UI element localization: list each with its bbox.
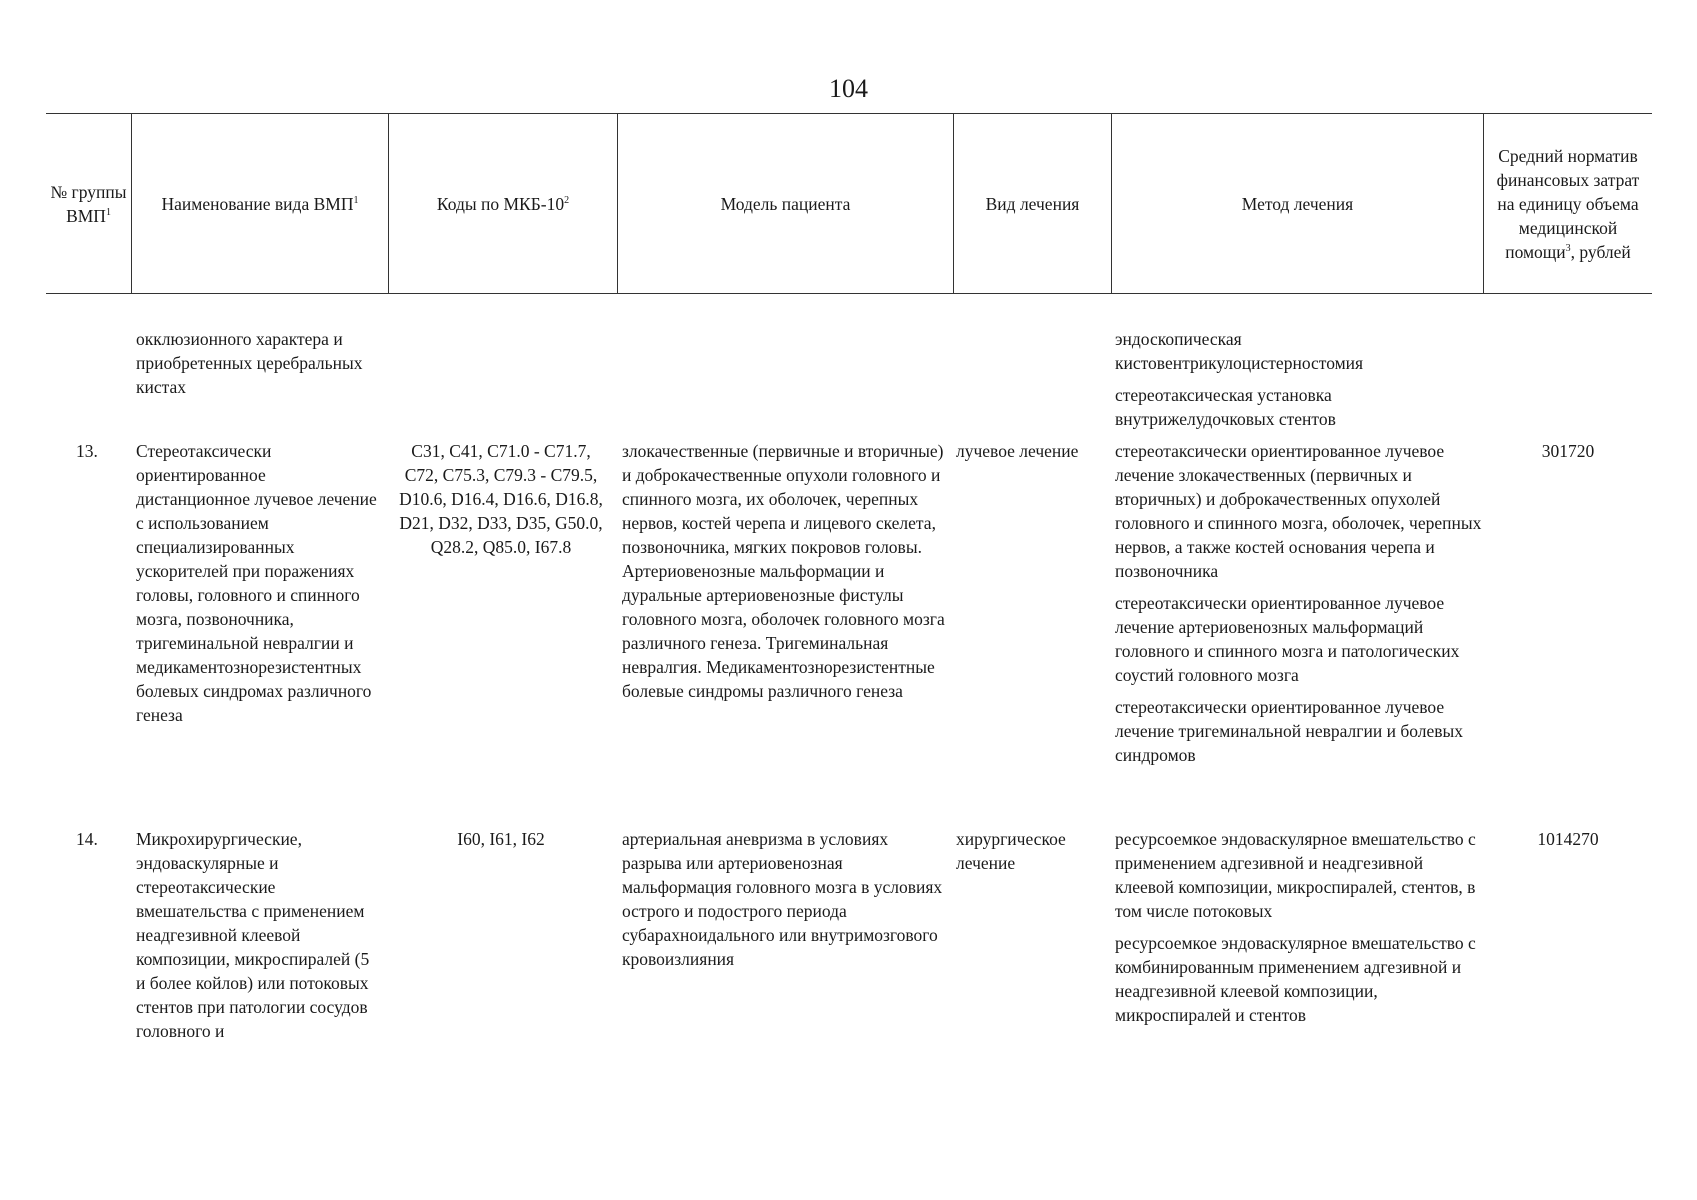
row-1-patient-model: злокачественные (первичные и вторичные) и доброкачественные опухоли головного и спинного мозга, их оболочек, черепных нервов, костей черепа и лицевого скелета, позвоночника, мягких покровов головы. Артериовенозные мальформации и дуральные артериовенозные фистулы головного мозга, оболочек головного мозга различного генеза. Тригеминальная невралгия. Медикаментознорезистентные болевые синдромы различного генеза bbox=[622, 441, 945, 701]
row-2-icd-codes: I60, I61, I62 bbox=[457, 829, 545, 849]
table-header bbox=[46, 113, 1652, 294]
row-0-method-1: эндоскопическая кистовентрикулоцистерностомия bbox=[1115, 329, 1364, 373]
row-1-method-2: стереотаксически ориентированное лучевое лечение артериовенозных мальформаций головного и спинного мозга и патологических соустий головного мозга bbox=[1115, 593, 1460, 685]
row-0-methods bbox=[1115, 327, 1480, 431]
header-treatment-type bbox=[953, 114, 1111, 293]
header-icd-codes-footnote: 2 bbox=[564, 194, 570, 206]
header-vmp-name bbox=[131, 114, 388, 293]
header-treatment-method-label: Метод лечения bbox=[1241, 193, 1354, 214]
row-2-method-2: ресурсоемкое эндоваскулярное вмешательство с комбинированным применением адгезивной и неадгезивной клеевой композиции, микроспиралей и стентов bbox=[1115, 933, 1476, 1025]
header-vmp-name-label: Наименование вида ВМП bbox=[161, 193, 354, 214]
row-0-name: окклюзионного характера и приобретенных церебральных кистах bbox=[136, 329, 363, 397]
header-patient-model-label: Модель пациента bbox=[720, 193, 851, 214]
header-average-cost-footnote: 3 bbox=[1565, 242, 1571, 254]
row-2-number: 14. bbox=[76, 829, 98, 849]
row-2-treatment-type: хирургическое лечение bbox=[956, 829, 1066, 873]
row-1-cost: 301720 bbox=[1541, 441, 1595, 461]
row-2-patient-model: артериальная аневризма в условиях разрыва или артериовенозная мальформация головного мозга в условиях острого и подострого периода субарахноидального или внутримозгового кровоизлияния bbox=[622, 829, 943, 969]
header-average-cost-unit: , рублей bbox=[1570, 241, 1631, 262]
header-vmp-name-footnote: 1 bbox=[353, 194, 359, 206]
header-average-cost bbox=[1483, 114, 1652, 293]
header-treatment-type-label: Вид лечения bbox=[985, 193, 1080, 214]
row-2-cost: 1014270 bbox=[1537, 829, 1599, 849]
row-1-number: 13. bbox=[76, 441, 98, 461]
row-1-name: Стереотаксически ориентированное дистанционное лучевое лечение с использованием специализированных ускорителей при поражениях головы, головного и спинного мозга, позвоночника, тригеминальной невралгии и медикаментознорезистентных болевых синдромах различного генеза bbox=[136, 441, 377, 725]
header-average-cost-label: Средний норматив финансовых затрат на единицу объема медицинской помощи bbox=[1496, 145, 1640, 262]
row-1-method-3: стереотаксически ориентированное лучевое лечение тригеминальной невралгии и болевых синдромов bbox=[1115, 697, 1464, 765]
row-2-name: Микрохирургические, эндоваскулярные и стереотаксические вмешательства с применением неадгезивной клеевой композиции, микроспиралей (5 и более койлов) или потоковых стентов при патологии сосудов головного и bbox=[136, 829, 370, 1041]
header-icd-codes-label: Коды по МКБ-10 bbox=[436, 193, 565, 214]
row-1-treatment-type: лучевое лечение bbox=[956, 441, 1079, 461]
row-1-icd-codes: C31, C41, C71.0 - C71.7, C72, C75.3, C79.3 - C79.5, D10.6, D16.4, D16.6, D16.8, D21, D32, D33, D35, G50.0, Q28.2, Q85.0, I67.8 bbox=[399, 441, 603, 557]
row-2-method-1: ресурсоемкое эндоваскулярное вмешательство с применением адгезивной и неадгезивной клеевой композиции, микроспиралей, стентов, в том числе потоковых bbox=[1115, 829, 1476, 921]
header-patient-model bbox=[617, 114, 953, 293]
header-group-number-footnote: 1 bbox=[105, 206, 111, 218]
row-1-method-1: стереотаксически ориентированное лучевое лечение злокачественных (первичных и вторичных) и доброкачественных опухолей головного и спинного мозга, оболочек, черепных нервов, а также костей основания черепа и позвоночника bbox=[1115, 441, 1482, 581]
row-0-method-2: стереотаксическая установка внутрижелудочковых стентов bbox=[1115, 385, 1336, 429]
row-1-methods bbox=[1115, 439, 1482, 767]
page-number: 104 bbox=[829, 74, 868, 103]
header-icd-codes bbox=[388, 114, 617, 293]
row-2-methods bbox=[1115, 827, 1482, 1027]
header-group-number-label: № группы ВМП bbox=[50, 181, 127, 226]
header-group-number bbox=[46, 114, 131, 293]
header-treatment-method bbox=[1111, 114, 1483, 293]
